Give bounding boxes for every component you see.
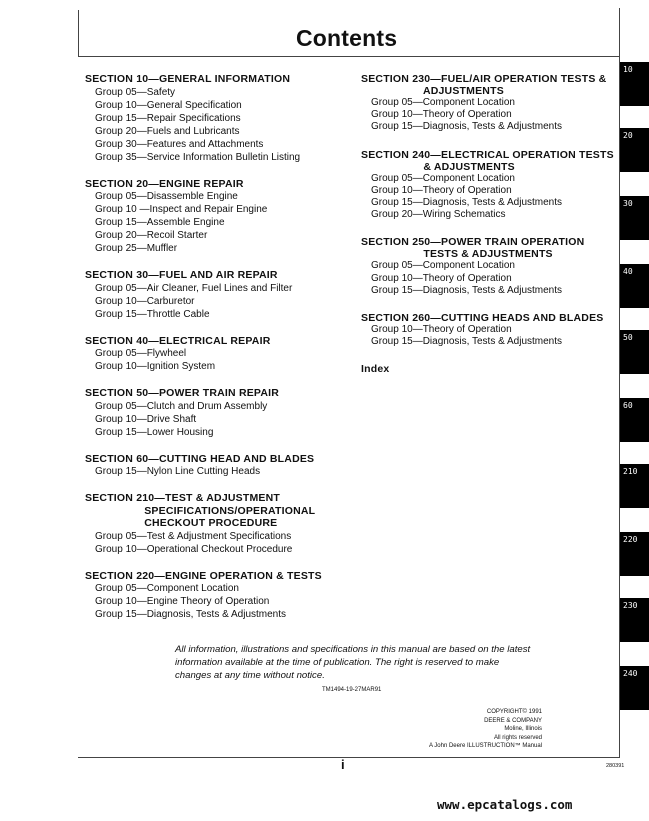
group-entry[interactable]: Group 15—Diagnosis, Tests & Adjustments bbox=[371, 121, 563, 133]
toc-section bbox=[85, 73, 345, 164]
toc-section bbox=[361, 312, 617, 348]
toc-section bbox=[361, 73, 617, 134]
section-heading[interactable]: SECTION 60—CUTTING HEAD AND BLADES bbox=[85, 452, 315, 465]
company-line: DEERE & COMPANY bbox=[484, 717, 542, 724]
group-entry[interactable]: Group 05—Flywheel bbox=[95, 348, 187, 359]
group-entry[interactable]: Group 10—Ignition System bbox=[95, 361, 216, 372]
section-tab[interactable] bbox=[620, 128, 649, 172]
section-heading[interactable]: SECTION 240—ELECTRICAL OPERATION TESTS & ADJUSTMENTS bbox=[361, 148, 614, 173]
group-entry[interactable]: Group 30—Features and Attachments bbox=[95, 138, 264, 150]
group-entry[interactable]: Group 10—Theory of Operation bbox=[371, 109, 512, 121]
toc-section bbox=[361, 363, 617, 375]
location-line: Moline, Illinois bbox=[504, 726, 542, 733]
section-tab[interactable] bbox=[620, 330, 649, 374]
toc-section bbox=[85, 453, 345, 479]
group-entry[interactable]: Group 05—Component Location bbox=[371, 260, 515, 272]
group-entry[interactable]: Group 10—Operational Checkout Procedure bbox=[95, 543, 293, 555]
group-entry[interactable]: Group 10—General Specification bbox=[95, 99, 242, 111]
section-tab-label: 240 bbox=[623, 669, 638, 678]
group-entry[interactable]: Group 15—Diagnosis, Tests & Adjustments bbox=[95, 609, 287, 620]
group-entry[interactable]: Group 15—Throttle Cable bbox=[95, 308, 210, 320]
group-entry[interactable]: Group 05—Test & Adjustment Specifications bbox=[95, 530, 292, 542]
section-heading[interactable]: Index bbox=[361, 363, 390, 376]
toc-section bbox=[85, 492, 345, 556]
section-heading[interactable]: SECTION 230—FUEL/AIR OPERATION TESTS & ADJUSTMENTS bbox=[361, 73, 607, 97]
section-tab-label: 40 bbox=[623, 267, 633, 276]
copyright-block bbox=[380, 708, 542, 751]
section-tab-label: 10 bbox=[623, 65, 633, 74]
disclaimer-notice: All information, illustrations and specifications in this manual are based on the latest information available at the time of publication. The right is reserved to make changes at any time without notice. bbox=[175, 644, 531, 681]
group-entry[interactable]: Group 15—Nylon Line Cutting Heads bbox=[95, 466, 261, 477]
group-entry[interactable]: Group 05—Air Cleaner, Fuel Lines and Filter bbox=[95, 282, 293, 294]
group-entry[interactable]: Group 35—Service Information Bulletin Listing bbox=[95, 151, 301, 163]
toc-section bbox=[85, 570, 345, 622]
group-entry[interactable]: Group 05—Safety bbox=[95, 86, 176, 98]
section-tab-label: 50 bbox=[623, 333, 633, 342]
section-heading[interactable]: SECTION 20—ENGINE REPAIR bbox=[85, 177, 244, 190]
toc-section bbox=[361, 236, 617, 297]
section-heading[interactable]: SECTION 250—POWER TRAIN OPERATION TESTS & ADJUSTMENTS bbox=[361, 236, 585, 261]
frame-line-right bbox=[619, 8, 620, 758]
group-entry[interactable]: Group 10—Theory of Operation bbox=[371, 324, 512, 336]
section-tab[interactable] bbox=[620, 598, 649, 642]
section-tab[interactable] bbox=[620, 398, 649, 442]
tm-code: TM1494-19-27MAR91 bbox=[322, 687, 382, 693]
group-entry[interactable]: Group 10 —Inspect and Repair Engine bbox=[95, 204, 268, 215]
group-entry[interactable]: Group 20—Fuels and Lubricants bbox=[95, 125, 240, 137]
group-entry[interactable]: Group 05—Disassemble Engine bbox=[95, 191, 238, 202]
section-heading[interactable]: SECTION 220—ENGINE OPERATION & TESTS bbox=[85, 569, 322, 582]
rights-line: All rights reserved bbox=[493, 734, 542, 741]
section-heading[interactable]: SECTION 210—TEST & ADJUSTMENT SPECIFICATIONS/OPERATIONAL CHECKOUT PROCEDURE bbox=[85, 492, 316, 529]
group-entry[interactable]: Group 10—Engine Theory of Operation bbox=[95, 596, 270, 607]
group-entry[interactable]: Group 15—Repair Specifications bbox=[95, 112, 241, 124]
section-tab-label: 210 bbox=[623, 467, 638, 476]
section-tab[interactable] bbox=[620, 666, 649, 710]
frame-line-bottom bbox=[78, 757, 620, 758]
group-entry[interactable]: Group 20—Recoil Starter bbox=[95, 230, 208, 241]
group-entry[interactable]: Group 15—Diagnosis, Tests & Adjustments bbox=[371, 197, 563, 209]
toc-section bbox=[85, 269, 345, 321]
section-tab[interactable] bbox=[620, 464, 649, 508]
section-tab-label: 230 bbox=[623, 601, 638, 610]
contents-right-column bbox=[361, 73, 617, 375]
section-tab-label: 30 bbox=[623, 199, 633, 208]
section-tab[interactable] bbox=[620, 196, 649, 240]
toc-section bbox=[85, 178, 345, 256]
section-tab[interactable] bbox=[620, 62, 649, 106]
section-tab[interactable] bbox=[620, 532, 649, 576]
section-heading[interactable]: SECTION 30—FUEL AND AIR REPAIR bbox=[85, 269, 278, 281]
section-tab[interactable] bbox=[620, 264, 649, 308]
copyright-line: COPYRIGHT© 1991 bbox=[486, 709, 542, 715]
group-entry[interactable]: Group 20—Wiring Schematics bbox=[371, 209, 506, 221]
group-entry[interactable]: Group 05—Clutch and Drum Assembly bbox=[95, 400, 268, 412]
section-tab-label: 220 bbox=[623, 535, 638, 544]
website-watermark: www.epcatalogs.com bbox=[437, 797, 573, 812]
manual-type-line: A John Deere ILLUSTRUCTION™ Manual bbox=[428, 743, 542, 750]
section-tab-label: 20 bbox=[623, 131, 633, 140]
group-entry[interactable]: Group 10—Drive Shaft bbox=[95, 413, 197, 425]
group-entry[interactable]: Group 15—Assemble Engine bbox=[95, 217, 225, 228]
group-entry[interactable]: Group 05—Component Location bbox=[371, 97, 515, 108]
section-heading[interactable]: SECTION 260—CUTTING HEADS AND BLADES bbox=[361, 312, 604, 325]
page-number: i bbox=[341, 757, 345, 772]
toc-section bbox=[85, 387, 345, 439]
group-entry[interactable]: Group 25—Muffler bbox=[95, 243, 178, 254]
group-entry[interactable]: Group 10—Theory of Operation bbox=[371, 184, 512, 196]
section-heading[interactable]: SECTION 50—POWER TRAIN REPAIR bbox=[85, 387, 280, 399]
group-entry[interactable]: Group 05—Component Location bbox=[95, 583, 239, 594]
section-heading[interactable]: SECTION 10—GENERAL INFORMATION bbox=[85, 73, 291, 85]
group-entry[interactable]: Group 10—Theory of Operation bbox=[371, 272, 512, 284]
group-entry[interactable]: Group 10—Carburetor bbox=[95, 295, 195, 307]
group-entry[interactable]: Group 05—Component Location bbox=[371, 172, 515, 184]
frame-line-left bbox=[78, 10, 79, 57]
page-title: Contents bbox=[296, 25, 398, 51]
group-entry[interactable]: Group 15—Diagnosis, Tests & Adjustments bbox=[371, 284, 563, 296]
frame-line-top bbox=[78, 56, 620, 57]
document-code: 280391 bbox=[606, 763, 625, 769]
section-tab-label: 60 bbox=[623, 401, 633, 410]
toc-section bbox=[85, 335, 345, 374]
contents-left-column bbox=[85, 73, 345, 621]
section-heading[interactable]: SECTION 40—ELECTRICAL REPAIR bbox=[85, 334, 271, 347]
toc-section bbox=[361, 149, 617, 222]
group-entry[interactable]: Group 15—Lower Housing bbox=[95, 426, 214, 438]
group-entry[interactable]: Group 15—Diagnosis, Tests & Adjustments bbox=[371, 336, 563, 348]
